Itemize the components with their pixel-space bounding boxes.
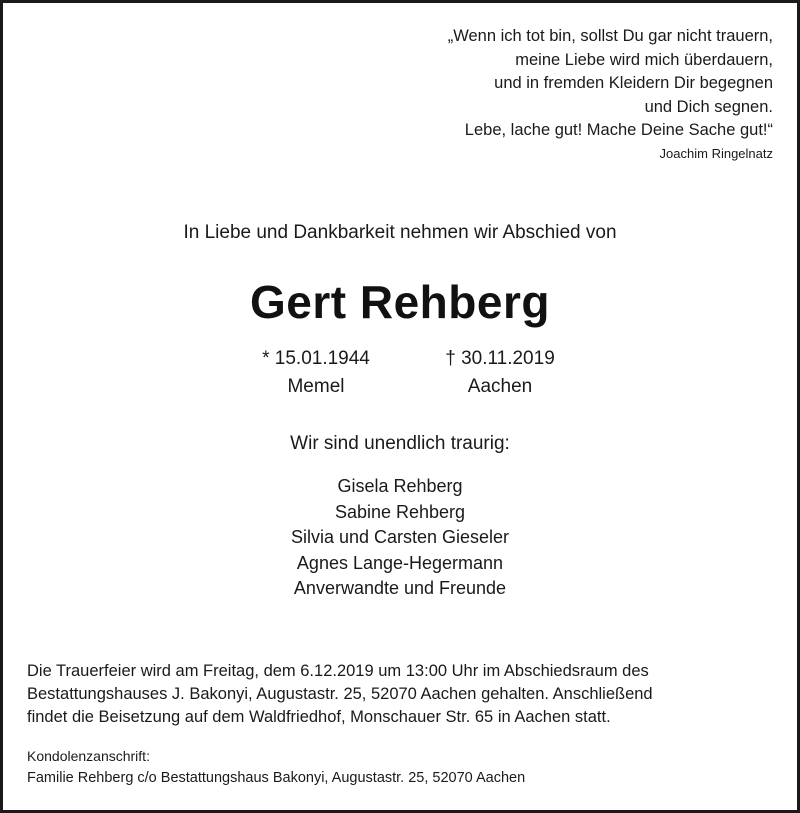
death-place: Aachen [467, 376, 533, 397]
quote-line: „Wenn ich tot bin, sollst Du gar nicht trauern, [447, 27, 773, 45]
poem-quote [448, 25, 773, 143]
mourner-name: Gisela Rehberg [337, 476, 463, 496]
farewell-intro: In Liebe und Dankbarkeit nehmen wir Abschied von [183, 222, 617, 243]
quote-line: und in fremden Kleidern Dir begegnen [494, 74, 773, 92]
ceremony-line: Bestattungshauses J. Bakonyi, Augustastr. 25, 52070 Aachen gehalten. Anschließend [27, 685, 653, 703]
mourner-name: Sabine Rehberg [334, 501, 466, 522]
quote-line: und Dich segnen. [644, 97, 773, 116]
mourner-name: Agnes Lange-Hegermann [296, 552, 504, 573]
ceremony-line: findet die Beisetzung auf dem Waldfriedhof, Monschauer Str. 65 in Aachen statt. [27, 708, 611, 726]
birth-place: Memel [287, 376, 345, 397]
mourners-list [3, 474, 797, 602]
birth-date: * 15.01.1944 [262, 348, 370, 369]
mourner-name: Silvia und Carsten Gieseler [290, 527, 510, 547]
quote-author: Joachim Ringelnatz [659, 146, 773, 161]
death-date: † 30.11.2019 [445, 348, 555, 369]
ceremony-details [27, 660, 787, 729]
quote-line: Lebe, lache gut! Mache Deine Sache gut!“ [464, 121, 773, 139]
deceased-name: Gert Rehberg [250, 276, 550, 328]
birth-info [221, 345, 411, 401]
mourner-name: Anverwandte und Freunde [293, 578, 507, 598]
condolence-label: Kondolenzanschrift: [27, 748, 150, 764]
ceremony-line: Die Trauerfeier wird am Freitag, dem 6.12.2019 um 13:00 Uhr im Abschiedsraum des [27, 662, 649, 680]
quote-line: meine Liebe wird mich überdauern, [515, 50, 773, 69]
condolence-address: Familie Rehberg c/o Bestattungshaus Bakonyi, Augustastr. 25, 52070 Aachen [27, 770, 526, 786]
death-info [405, 345, 595, 401]
mourning-statement: Wir sind unendlich traurig: [290, 433, 510, 454]
